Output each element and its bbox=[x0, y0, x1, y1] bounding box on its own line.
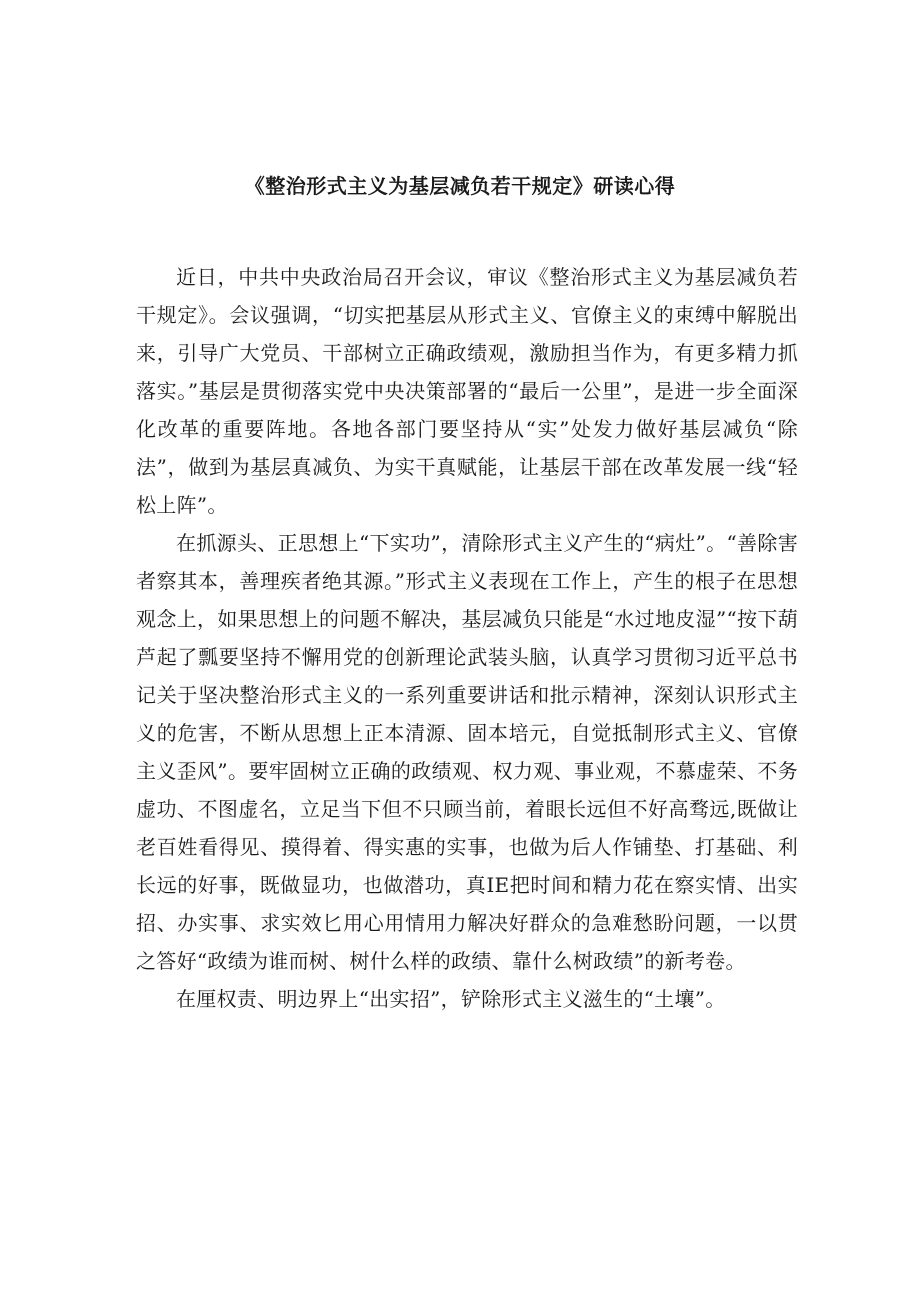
document-title: 《整治形式主义为基层减负若干规定》研读心得 bbox=[244, 174, 676, 198]
document-body bbox=[136, 258, 798, 1018]
paragraph-2: 在抓源头、正思想上“下实功”，清除形式主义产生的“病灶”。“善除害者察其本，善理疾者绝其源。”形式主义表现在工作上，产生的根子在思想观念上，如果思想上的问题不解决，基层减负只能是“水过地皮湿”“按下葫芦起了瓢要坚持不懈用党的创新理论武装头脑，认真学习贯彻习近平总书记关于坚决整治形式主义的一系列重要讲话和批示精神，深刻认识形式主义的危害，不断从思想上正本清源、固本培元，自觉抵制形式主义、官僚主义歪风”。要牢固树立正确的政绩观、权力观、事业观，不慕虚荣、不务虚功、不图虚名，立足当下但不只顾当前，着眼长远但不好高骛远,既做让老百姓看得见、摸得着、得实惠的实事，也做为后人作铺垫、打基础、利长远的好事，既做显功，也做潜功，真IE把时间和精力花在察实情、出实招、办实事、求实效匕用心用情用力解决好群众的急难愁盼问题，一以贯之答好“政绩为谁而树、树什么样的政绩、靠什么树政绩”的新考卷。 bbox=[136, 531, 798, 973]
paragraph-3: 在厘权责、明边界上“出实招”，铲除形式主义滋生的“土壤”。 bbox=[176, 987, 726, 1011]
paragraph-1: 近日，中共中央政治局召开会议，审议《整治形式主义为基层减负若干规定》。会议强调，“切实把基层从形式主义、官僚主义的束缚中解脱出来，引导广大党员、干部树立正确政绩观，激励担当作为，有更多精力抓落实。”基层是贯彻落实党中央决策部署的“最后一公里”，是进一步全面深化改革的重要阵地。各地各部门要坚持从“实”处发力做好基层减负“除法”，做到为基层真减负、为实干真赋能，让基层干部在改革发展一线“轻松上阵”。 bbox=[136, 265, 798, 517]
